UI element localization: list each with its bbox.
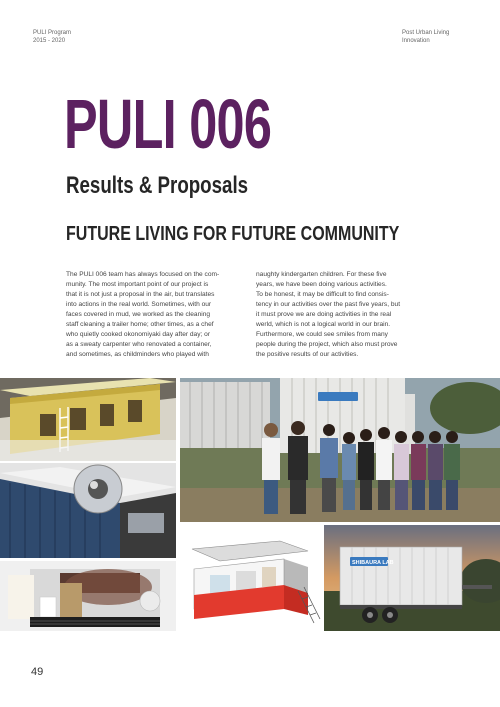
- rendering-illustration: [180, 525, 321, 631]
- body-line: The PULI 006 team has always focused on the com-: [66, 271, 220, 278]
- photo-interior-model: [0, 561, 176, 631]
- photo-container-dome-model: [0, 463, 176, 558]
- body-line: To be honest, it may be difficult to find consis-: [256, 291, 389, 298]
- trailer-sign-text: SHIBAURA LAB: [352, 560, 394, 566]
- body-line: that it is not just a proposal in the air, but translates: [66, 291, 215, 298]
- program-subject-line1: Post Urban Living: [402, 30, 450, 36]
- photo-container-rendering: [180, 525, 321, 631]
- body-line: as a sweaty carpenter who renovated a container,: [66, 341, 212, 348]
- body-line: munity. The most important point of our project is: [66, 281, 209, 288]
- body-line: faces covered in mud, we worked as the cleaning: [66, 311, 211, 318]
- body-line: the positive results of our activities.: [256, 351, 359, 358]
- page-title: PULI 006: [64, 85, 272, 163]
- running-header-left: [33, 29, 71, 45]
- body-line: into actions in the real world. Sometimes, with our: [66, 301, 212, 308]
- interior-model-illustration: [0, 561, 176, 631]
- photo-container-model: [0, 378, 176, 461]
- body-line: it must prove we are doing activities in the real: [256, 311, 392, 318]
- program-subject-line2: Innovation: [402, 38, 430, 44]
- body-line: people during the project, which also must prove: [256, 341, 398, 348]
- running-header-right: [402, 29, 449, 45]
- program-years: 2015 - 2020: [33, 38, 66, 44]
- section-headline: FUTURE LIVING FOR FUTURE COMMUNITY: [66, 223, 400, 245]
- page-subtitle: Results & Proposals: [66, 172, 249, 199]
- body-line: who quietly cooked okonomiyaki day after day; or: [66, 331, 211, 338]
- body-line: tency in our activities over the past five years, but: [256, 301, 401, 308]
- body-line: naughty kindergarten children. For these five: [256, 271, 387, 278]
- body-line: Furthermore, we could see smiles from many: [256, 331, 388, 338]
- photo-trailer-dusk: [324, 525, 500, 631]
- body-line: years, we have been doing various activities.: [256, 281, 387, 288]
- photo-team-group: [180, 378, 500, 522]
- container-model-illustration: [0, 378, 176, 461]
- dome-model-illustration: [0, 463, 176, 558]
- program-name: PULI Program: [33, 30, 72, 36]
- body-line: werld, which is not a logical world in our brain.: [256, 321, 391, 328]
- trailer-illustration: [324, 525, 500, 631]
- body-line: and sometimes, as childminders who played with: [66, 351, 209, 358]
- team-photo-illustration: [180, 378, 500, 522]
- body-column-2: [256, 270, 432, 360]
- body-column-1: [66, 270, 242, 360]
- page-number: 49: [31, 666, 44, 678]
- body-line: staff cleaning a trailer home; other times, as a chef: [66, 321, 214, 328]
